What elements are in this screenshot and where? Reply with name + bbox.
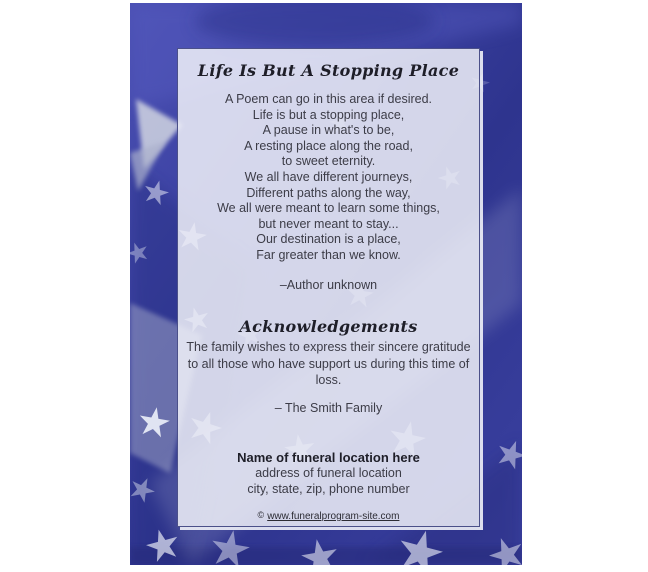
poem-line: Different paths along the way, xyxy=(246,185,411,200)
acknowledgements-line: to all those who have support us during this time of xyxy=(187,356,470,371)
location-address: address of funeral location xyxy=(255,466,402,480)
acknowledgements-line: The family wishes to express their sincere gratitude xyxy=(186,340,471,354)
poem-line: Far greater than we know. xyxy=(256,247,401,262)
poem-line: A resting place along the road, xyxy=(244,138,413,153)
copyright-icon: © xyxy=(257,510,265,520)
poem-line: A pause in what's to be, xyxy=(262,123,395,138)
acknowledgements-line: loss. xyxy=(315,373,342,387)
location-name: Name of funeral location here xyxy=(237,450,420,465)
acknowledgements-text xyxy=(178,339,479,389)
panel-footer xyxy=(178,510,479,522)
poem-line: but never meant to stay... xyxy=(258,216,399,231)
memorial-panel xyxy=(177,48,480,527)
acknowledgements-signature: – The Smith Family xyxy=(274,401,383,415)
poem-line: to sweet eternity. xyxy=(281,154,376,169)
website-link[interactable]: www.funeralprogram-site.com xyxy=(267,511,400,522)
acknowledgements-title: Acknowledgements xyxy=(239,317,418,336)
poem-author: –Author unknown xyxy=(279,278,378,292)
poem-body xyxy=(178,92,479,264)
poem-line: Life is but a stopping place, xyxy=(252,107,405,122)
poem-title: Life Is But A Stopping Place xyxy=(197,61,460,80)
poem-line: A Poem can go in this area if desired. xyxy=(224,92,433,106)
poem-line: We all have different journeys, xyxy=(244,169,413,184)
location-city-line: city, state, zip, phone number xyxy=(247,481,410,496)
poem-line: We all were meant to learn some things, xyxy=(217,201,440,216)
funeral-location-block xyxy=(178,450,479,497)
poem-line: Our destination is a place, xyxy=(256,232,401,247)
